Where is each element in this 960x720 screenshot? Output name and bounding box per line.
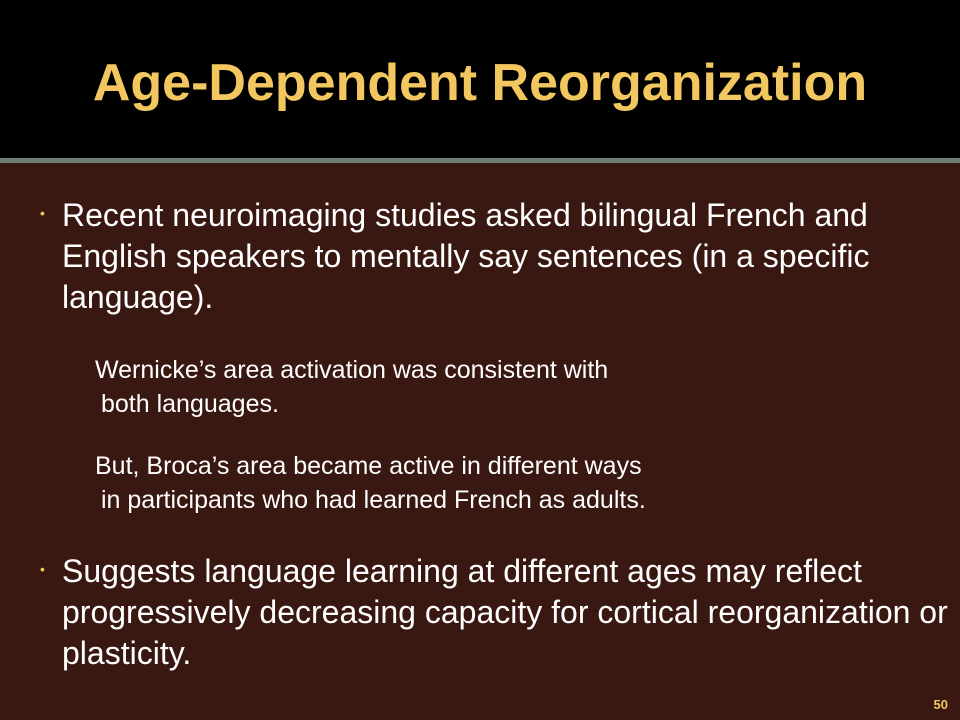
slide-content: [0, 163, 960, 720]
bullet-text: Recent neuroimaging studies asked bilingual French and English speakers to mentally say sentences (in a specific language).: [62, 197, 870, 315]
bullet-marker: •: [40, 205, 45, 221]
sub-point-line: in participants who had learned French as adults.: [101, 486, 646, 514]
sub-point-line: But, Broca’s area became active in different ways: [95, 452, 642, 480]
sub-point-line: both languages.: [101, 390, 279, 418]
slide-title: Age-Dependent Reorganization: [92, 54, 868, 112]
bullet-text: Suggests language learning at different ages may reflect progressively decreasing capacity for cortical reorganization or plasticity.: [62, 553, 948, 671]
page-number: 50: [933, 697, 948, 712]
bullet-marker: •: [40, 561, 45, 577]
sub-point-1: [95, 353, 925, 421]
slide-header: [0, 0, 960, 158]
sub-point-line: Wernicke’s area activation was consistent with: [95, 356, 609, 384]
sub-point-2: [95, 449, 925, 517]
